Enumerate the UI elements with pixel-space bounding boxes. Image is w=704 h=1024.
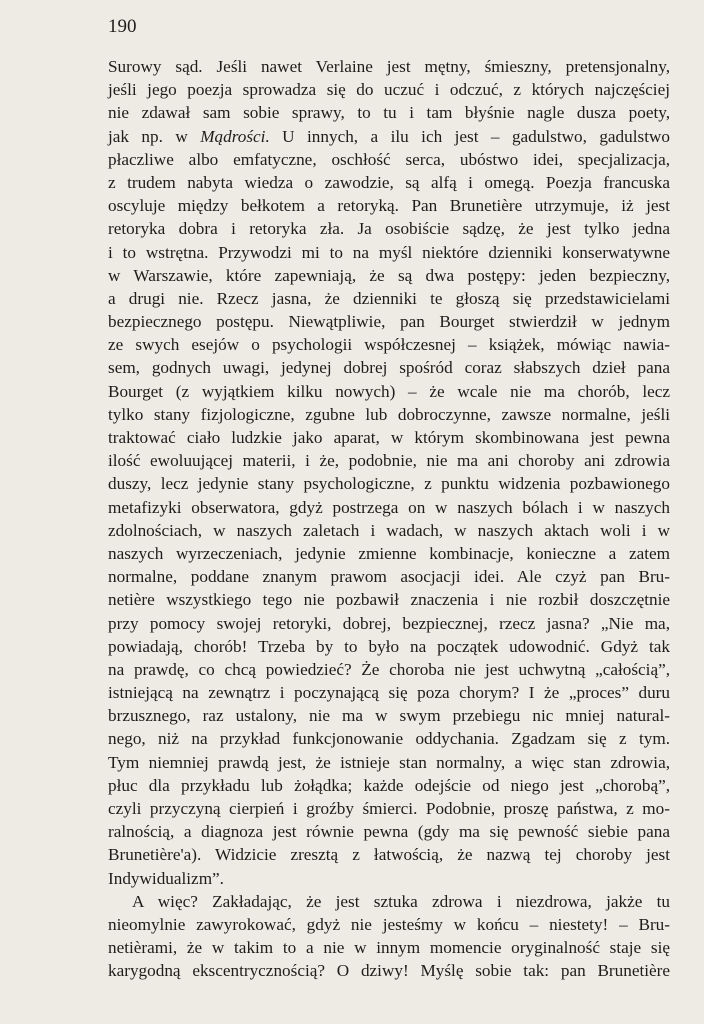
text-line: ilość ewoluującej materii, i że, podobnie, nie ma ani choroby ani zdrowia [108,451,670,471]
italic-title: Mądrości. [200,126,270,146]
text-line: Indywidualizm”. [108,868,224,888]
text-line: A więc? Zakładając, że jest sztuka zdrowa i niezdrowa, jakże tu [132,891,670,911]
text-line: płuc dla przykładu lub żołądka; każde odejście od niego jest „chorobą”, [108,775,670,795]
text-line: istniejącą na zewnątrz i poczynającą się poza chorym? I że „proces” duru [108,683,670,703]
text-line: netièrami, że w takim to a nie w innym momencie oryginalność staje się [108,938,670,958]
text-line: netière wszystkiego tego nie pozbawił znaczenia i nie rozbił doszczętnie [108,590,670,610]
text-line: bezpiecznego postępu. Niewątpliwie, pan Bourget stwierdził w jednym [108,312,670,332]
text-line: retoryka dobra i retoryka zła. Ja osobiście sądzę, że jest tylko jedna [108,219,670,239]
text-line: nie zdawał sam sobie sprawy, to tu i tam błyśnie nagle dusza poety, [108,103,670,123]
text-line [108,125,670,148]
text-line: sem, godnych uwagi, jedynej dobrej spośród coraz słabszych dzieł pana [108,358,670,378]
text-line: zdolnościach, w naszych zaletach i wadach, w naszych aktach woli i w [108,520,670,540]
page-number: 190 [108,16,137,37]
text-line: z trudem nabyta wiedza o zawodzie, są alfą i omegą. Poezja francuska [108,172,670,192]
body-text [108,55,670,983]
text-line: Brunetière'a). Widzicie zresztą z łatwością, że nazwą tej choroby jest [108,845,670,865]
text-line: płaczliwe albo emfatyczne, oschłość serca, ubóstwo idei, specjalizacja, [108,149,670,169]
text-line: jeśli jego poezja sprowadza się do uczuć i odczuć, z których najczęściej [108,80,670,100]
text-line: tylko stany fizjologiczne, zgubne lub dobroczynne, zawsze normalne, jeśli [108,404,670,424]
text-line: oscyluje między bełkotem a retoryką. Pan Brunetière utrzymuje, iż jest [108,196,670,216]
text-line: Surowy sąd. Jeśli nawet Verlaine jest mętny, śmieszny, pretensjonalny, [108,57,670,76]
text-segment: jak np. w [108,126,201,146]
text-line: traktować ciało ludzkie jako aparat, w którym skombinowana jest pewna [108,428,670,447]
text-line: nego, niż na przykład funkcjonowanie oddychania. Zgadzam się z tym. [108,729,670,749]
text-line: ralnością, a diagnoza jest równie pewna (gdy ma się pewność siebie pana [108,822,670,842]
text-line: powiadają, chorób! Trzeba by to było na początek udowodnić. Gdyż tak [108,636,670,656]
text-line: brzusznego, raz ustalony, nie ma w swym przebiegu nic mniej natural- [108,706,670,726]
text-line: metafizyki obserwatora, gdyż postrzega on w naszych bólach i w naszych [108,497,670,517]
text-line: czyli przyczyną cierpień i groźby śmierci. Podobnie, proszę państwa, z mo- [108,799,670,818]
text-line: normalne, poddane znanym prawom asocjacji idei. Ale czyż pan Bru- [108,567,670,587]
text-line: Bourget (z wyjątkiem kilku nowych) – że wcale nie ma chorób, lecz [108,381,670,401]
text-line: nieomylnie zawyrokować, gdyż nie jesteśmy w końcu – niestety! – Bru- [108,914,670,934]
text-line: i to wstrętna. Przywodzi mi to na myśl niektóre dzienniki konserwatywne [108,242,670,262]
text-line: przy pomocy swojej retoryki, dobrej, bezpiecznej, rzecz jasna? „Nie ma, [108,613,670,633]
text-segment: U innych, a ilu ich jest – gadulstwo, gadulstwo [269,126,670,146]
text-line: naszych wyrzeczeniach, jedynie zmienne kombinacje, konieczne a zatem [108,543,670,563]
text-line: Tym niemniej prawdą jest, że istnieje stan normalny, a więc stan zdrowia, [108,752,670,772]
text-line: duszy, lecz jedynie stany psychologiczne, z punktu widzenia pozbawionego [108,474,670,494]
text-line: karygodną ekscentrycznością? O dziwy! Myślę sobie tak: pan Brunetière [108,961,670,981]
text-line: w Warszawie, które zapewniają, że są dwa postępy: jeden bezpieczny, [108,265,670,285]
text-line: ze swych esejów o psychologii współczesnej – książek, mówiąc nawia- [108,335,670,355]
text-line: na prawdę, co chcą powiedzieć? Że choroba nie jest uchwytną „całością”, [108,659,670,679]
text-line: a drugi nie. Rzecz jasna, że dzienniki te głoszą się przedstawicielami [108,288,670,308]
